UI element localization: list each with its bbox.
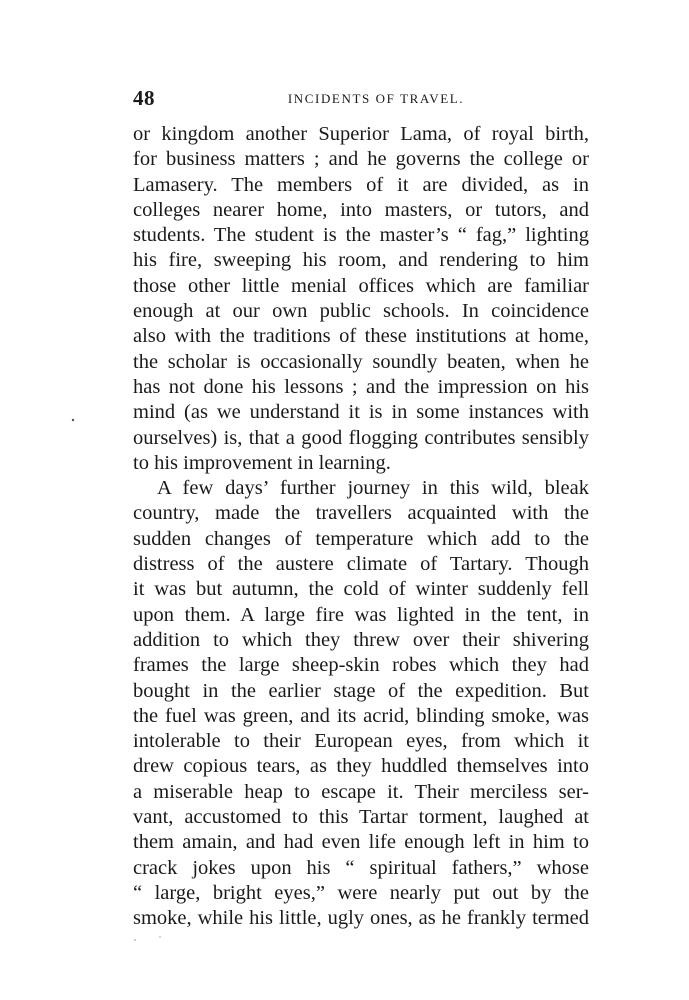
text-line: smoke, while his little, ugly ones, as he frankly termed — [133, 907, 589, 930]
text-line: or kingdom another Superior Lama, of royal birth, — [133, 123, 589, 145]
text-line: the fuel was green, and its acrid, blinding smoke, was — [133, 704, 589, 727]
running-title: INCIDENTS OF TRAVEL. — [287, 91, 465, 106]
text-line: addition to which they threw over their shivering — [133, 628, 589, 651]
text-line: country, made the travellers acquainted with the — [133, 502, 589, 525]
text-line: upon them. A large fire was lighted in the tent, in — [133, 603, 589, 626]
text-line: those other little menial offices which are familiar — [133, 274, 589, 297]
text-line: frames the large sheep-skin robes which they had — [133, 654, 589, 677]
text-line: A few days’ further journey in this wild, bleak — [157, 477, 589, 500]
text-line: ourselves) is, that a good flogging contributes sensibly — [133, 426, 589, 449]
text-line: to his improvement in learning. — [133, 451, 391, 474]
text-line: it was but autumn, the cold of winter suddenly fell — [133, 578, 589, 601]
text-line: vant, accustomed to this Tartar torment, laughed at — [133, 806, 589, 829]
text-line: sudden changes of temperature which add to the — [133, 527, 589, 550]
text-line: has not done his lessons ; and the impression on his — [133, 375, 589, 398]
text-line: his fire, sweeping his room, and rendering to him — [133, 249, 589, 272]
text-line: intolerable to their European eyes, from which it — [133, 730, 589, 753]
text-line: “ large, bright eyes,” were nearly put out by the — [133, 881, 589, 904]
text-line: them amain, and had even life enough left in him to — [133, 831, 589, 854]
text-line: distress of the austere climate of Tartary. Though — [133, 553, 589, 576]
text-line: mind (as we understand it is in some instances with — [133, 401, 589, 424]
text-line: bought in the earlier stage of the expedition. But — [133, 679, 589, 702]
text-line: students. The student is the master’s “ fag,” lighting — [133, 224, 589, 247]
text-line: Lamasery. The members of it are divided, as in — [133, 173, 589, 196]
page-number: 48 — [133, 86, 155, 110]
text-line: the scholar is occasionally soundly beaten, when he — [133, 350, 589, 373]
text-line: a miserable heap to escape it. Their merciless ser- — [133, 780, 589, 803]
text-line: drew copious tears, as they huddled themselves into — [133, 755, 589, 778]
text-line: crack jokes upon his “ spiritual fathers,” whose — [133, 856, 589, 879]
text-line: colleges nearer home, into masters, or tutors, and — [133, 198, 589, 221]
text-line: also with the traditions of these institutions at home, — [133, 325, 589, 348]
text-line: enough at our own public schools. In coincidence — [133, 300, 589, 323]
text-line: for business matters ; and he governs the college or — [133, 148, 589, 171]
